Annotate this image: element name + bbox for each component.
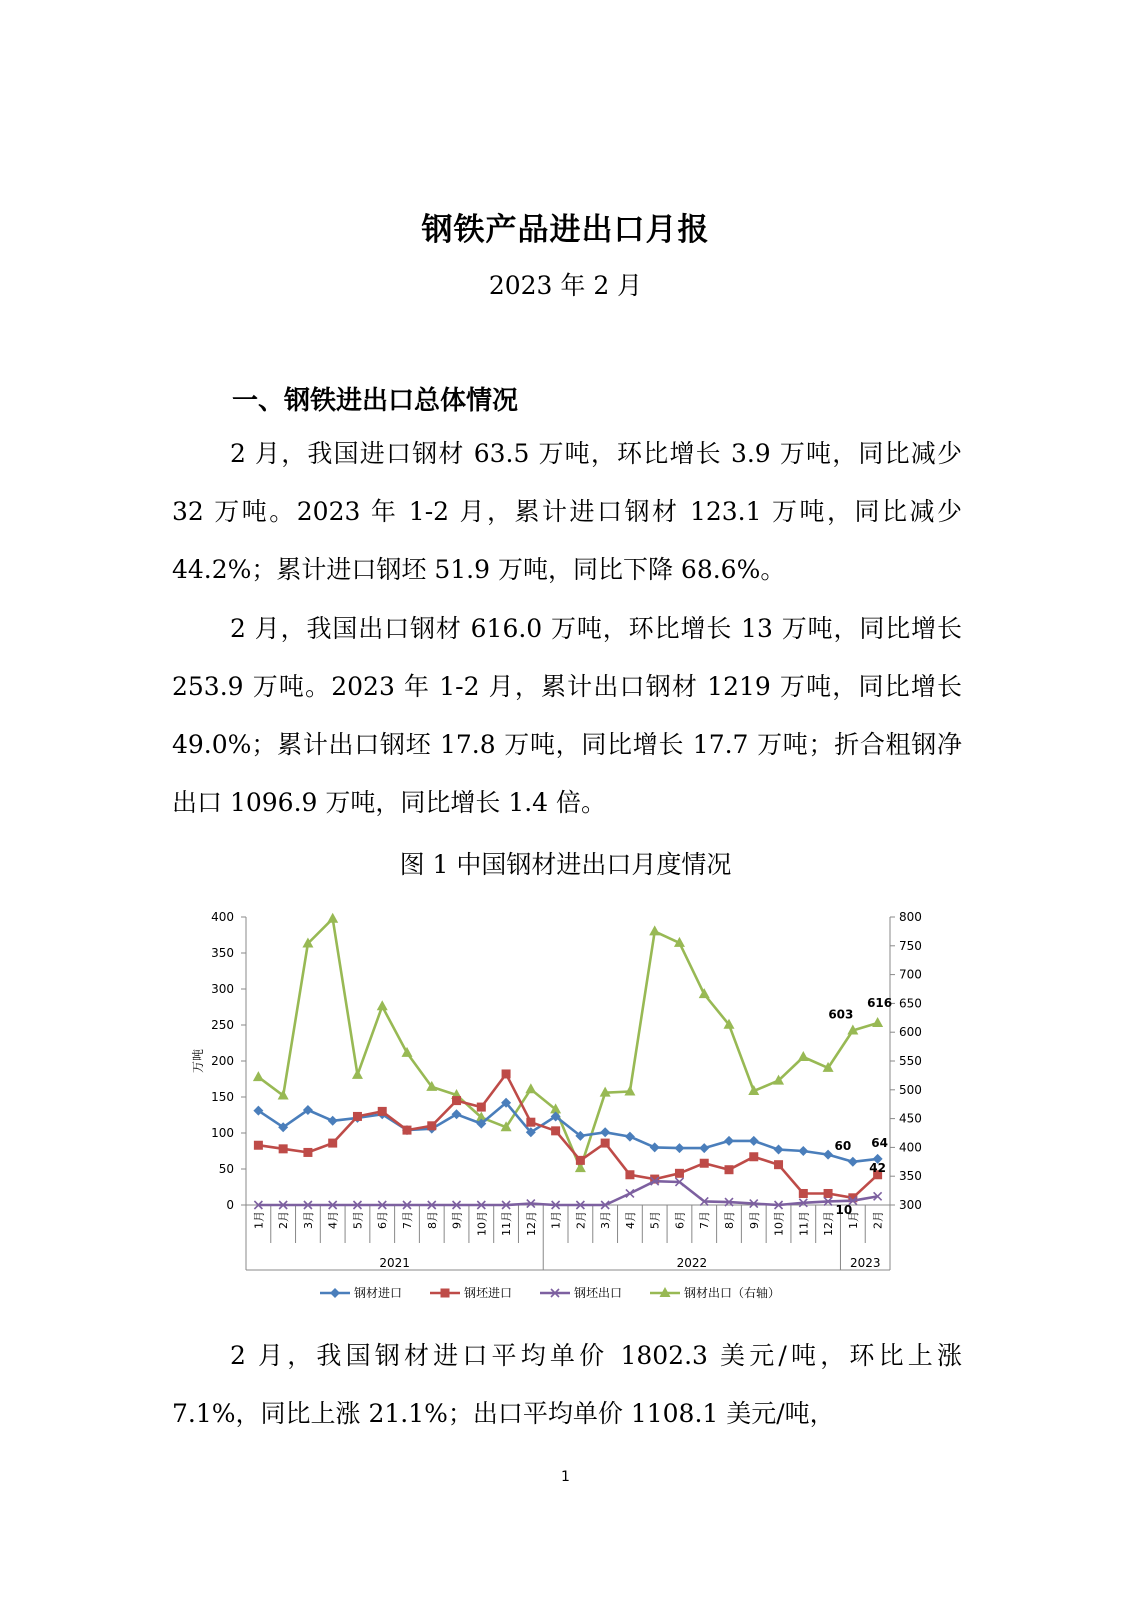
data-point-1: [601, 1139, 610, 1148]
data-point-1: [427, 1121, 436, 1130]
series-line-2: [258, 1181, 877, 1205]
page-number: 1: [561, 1469, 570, 1485]
data-point-1: [749, 1152, 758, 1161]
data-point-0: [625, 1132, 635, 1142]
data-label: 10: [835, 1202, 853, 1217]
legend-label-0: 钢材进口: [354, 1286, 403, 1300]
y2-tick-label: 450: [899, 1111, 922, 1126]
data-point-3: [377, 1000, 388, 1010]
x-tick-label: 1月: [549, 1211, 563, 1229]
x-tick-label: 2月: [871, 1211, 885, 1229]
data-point-1: [279, 1144, 288, 1153]
data-label: 60: [834, 1138, 852, 1153]
y-tick-label: 100: [211, 1126, 234, 1140]
data-point-1: [477, 1103, 486, 1112]
data-point-0: [823, 1150, 833, 1160]
data-point-1: [774, 1160, 783, 1169]
y-axis-label: 万吨: [191, 1048, 205, 1074]
y2-tick-label: 700: [899, 967, 922, 982]
data-point-1: [675, 1169, 684, 1178]
y2-tick-label: 500: [899, 1082, 922, 1097]
x-tick-label: 3月: [301, 1211, 315, 1229]
data-point-0: [848, 1157, 858, 1167]
y-tick-label: 0: [226, 1198, 234, 1212]
data-point-1: [526, 1118, 535, 1127]
steel-trade-chart: [180, 905, 940, 1310]
year-label: 2022: [676, 1256, 708, 1270]
legend-label-2: 钢坯出口: [574, 1286, 623, 1300]
y2-tick-label: 750: [899, 938, 922, 953]
y-tick-label: 250: [211, 1018, 234, 1032]
x-tick-label: 7月: [401, 1211, 414, 1229]
y2-tick-label: 650: [899, 996, 922, 1011]
data-point-1: [625, 1170, 634, 1179]
data-point-0: [724, 1136, 734, 1146]
data-point-3: [798, 1051, 809, 1061]
legend-marker-1: [441, 1289, 450, 1298]
data-point-1: [328, 1139, 337, 1148]
legend-marker-0: [330, 1288, 340, 1298]
data-point-0: [798, 1146, 808, 1156]
data-point-1: [799, 1189, 808, 1198]
data-point-0: [674, 1143, 684, 1153]
series-line-3: [258, 919, 877, 1168]
legend-label-3: 钢材出口（右轴）: [684, 1286, 781, 1300]
data-point-0: [600, 1127, 610, 1137]
x-tick-label: 1月: [252, 1211, 266, 1229]
data-point-3: [872, 1017, 883, 1027]
data-point-3: [402, 1047, 413, 1057]
data-point-3: [352, 1069, 363, 1079]
data-point-3: [649, 925, 660, 935]
series-line-0: [258, 1103, 877, 1162]
paragraph-import: 2 月，我国进口钢材 63.5 万吨，环比增长 3.9 万吨，同比减少 32 万吨。2023 年 1-2 月，累计进口钢材 123.1 万吨，同比减少 44.2%；累计进口钢坯 51.9 万吨，同比下降 68.6%。: [172, 439, 962, 584]
data-point-0: [699, 1143, 709, 1153]
data-point-1: [551, 1126, 560, 1135]
x-tick-label: 6月: [376, 1211, 390, 1229]
x-tick-label: 12月: [524, 1211, 538, 1236]
y2-tick-label: 550: [899, 1054, 922, 1068]
x-tick-label: 1月: [846, 1211, 860, 1229]
data-point-1: [502, 1069, 511, 1078]
report-title: 钢铁产品进出口月报: [421, 212, 710, 248]
x-tick-label: 2月: [277, 1211, 291, 1229]
data-point-1: [353, 1112, 362, 1121]
x-tick-label: 7月: [698, 1211, 712, 1229]
x-tick-label: 9月: [450, 1211, 464, 1229]
paragraph-price: 2 月，我国钢材进口平均单价 1802.3 美元/吨，环比上涨 7.1%，同比上涨 21.1%；出口平均单价 1108.1 美元/吨，: [172, 1341, 962, 1428]
y2-tick-label: 800: [899, 910, 922, 924]
data-point-0: [328, 1116, 338, 1126]
data-point-1: [725, 1165, 734, 1174]
data-point-0: [749, 1136, 759, 1146]
x-tick-label: 3月: [599, 1211, 613, 1229]
data-point-1: [378, 1107, 387, 1116]
x-tick-label: 8月: [723, 1211, 736, 1229]
data-point-1: [576, 1156, 585, 1165]
data-point-0: [650, 1142, 660, 1152]
year-label: 2023: [849, 1256, 881, 1270]
data-point-3: [699, 988, 710, 998]
data-label: 603: [828, 1007, 854, 1022]
y2-tick-label: 600: [899, 1025, 922, 1040]
data-point-1: [700, 1159, 709, 1168]
y2-tick-label: 400: [899, 1140, 922, 1155]
x-tick-label: 10月: [772, 1211, 786, 1236]
data-label: 64: [871, 1135, 888, 1150]
x-tick-label: 11月: [500, 1211, 514, 1236]
y-tick-label: 300: [211, 982, 234, 996]
data-point-1: [403, 1126, 412, 1135]
y-tick-label: 200: [211, 1054, 234, 1068]
data-point-3: [525, 1083, 536, 1093]
x-tick-label: 11月: [797, 1211, 811, 1236]
y-tick-label: 350: [211, 946, 234, 960]
report-date: 2023 年 2 月: [488, 271, 643, 300]
x-tick-label: 12月: [822, 1211, 836, 1236]
x-tick-label: 4月: [623, 1211, 637, 1229]
data-point-3: [278, 1090, 289, 1100]
data-point-0: [774, 1145, 784, 1155]
paragraph-export: 2 月，我国出口钢材 616.0 万吨，环比增长 13 万吨，同比增长 253.9 万吨。2023 年 1-2 月，累计出口钢材 1219 万吨，同比增长 49.0%；累计出口钢坯 17.8 万吨，同比增长 17.7 万吨；折合粗钢净出口 1096.9 万吨，同比增长 1.4 倍。: [172, 614, 962, 817]
data-point-1: [303, 1148, 312, 1157]
year-label: 2021: [379, 1256, 410, 1270]
x-tick-label: 5月: [648, 1211, 662, 1229]
section-heading: 一、钢铁进出口总体情况: [232, 386, 519, 416]
figure-title: 图 1 中国钢材进出口月度情况: [399, 850, 732, 879]
x-tick-label: 10月: [475, 1211, 489, 1236]
y-tick-label: 50: [218, 1162, 234, 1176]
data-point-1: [452, 1096, 461, 1105]
data-point-1: [254, 1141, 263, 1150]
x-tick-label: 5月: [351, 1211, 365, 1229]
data-label: 42: [869, 1160, 886, 1175]
data-point-3: [253, 1071, 264, 1081]
y2-tick-label: 350: [899, 1169, 922, 1184]
x-tick-label: 6月: [673, 1211, 687, 1229]
x-tick-label: 2月: [574, 1211, 588, 1229]
y-tick-label: 400: [211, 910, 234, 924]
x-tick-label: 8月: [425, 1211, 439, 1229]
data-point-1: [824, 1189, 833, 1198]
y-tick-label: 150: [211, 1090, 234, 1104]
data-point-3: [327, 913, 338, 923]
legend-label-1: 钢坯进口: [464, 1286, 513, 1300]
x-tick-label: 4月: [326, 1211, 340, 1229]
x-tick-label: 9月: [747, 1211, 761, 1229]
data-label: 616: [867, 995, 893, 1010]
y2-tick-label: 300: [899, 1198, 922, 1212]
